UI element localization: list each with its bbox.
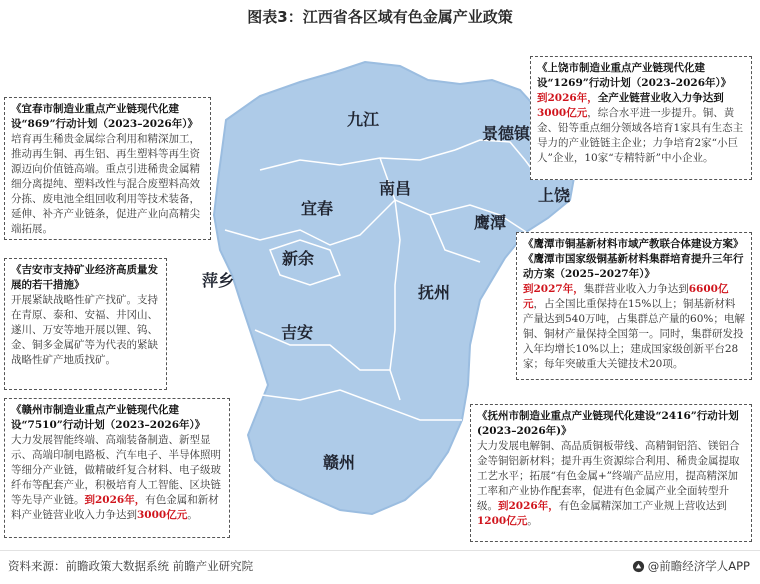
policy-highlight-yingtan-value: 6600亿元 [523, 283, 729, 310]
policy-text-shangrao-lead: 全产业链营业收入力争达到 [597, 92, 724, 104]
policy-text-ganzhou: 大力发展智能终端、高端装备制造、新型显示、高端印制电路板、汽车电子、半导体照明等细分产业链，做精破纤复合材料、电子级玻纤布等配套产业，积极培育人工智能、区块链等先导产业链。 [11, 434, 221, 506]
chart-title: 图表3：江西省各区域有色金属产业政策 [247, 8, 513, 26]
city-label-pingxiang: 萍乡 [202, 271, 235, 290]
policy-body-yichun: 培育再生稀贵金属综合利用和精深加工，推动再生铜、再生铝、再生塑料等再生资源迈向价值链高端。重点引进稀贵金属精细分离提纯、塑料改性与混合废塑料高效分拣、废电池全组回收利用等技术装备，延伸、补齐产业链条，促进产业向高精尖端拓展。 [11, 133, 200, 235]
policy-box-yingtan [516, 232, 752, 380]
policy-highlight-fuzhou-year: 到2026年， [498, 500, 559, 512]
policy-box-jian [4, 258, 167, 390]
city-label-jingdezhen: 景德镇 [482, 124, 531, 143]
policy-body-yingtan [523, 282, 745, 372]
policy-highlight-ganzhou-value: 3000亿元 [137, 509, 188, 521]
policy-box-ganzhou [4, 398, 230, 538]
policy-text-yingtan-lead: 集群营业收入力争达到 [583, 283, 689, 295]
policy-title-fuzhou: 《抚州市制造业重点产业链现代化建设“2416”行动计划(2023–2026年)》 [477, 410, 739, 437]
brand-credit [632, 558, 750, 574]
city-label-yingtan: 鹰潭 [474, 213, 507, 232]
policy-box-yichun [4, 97, 211, 240]
policy-text-yingtan: ，占全国比重保持在15%以上；铜基新材料产量达到540万吨，占集群总产量的60%；电解铜、铜材产量保持全国第一。同时，集群研发投入年均增长10%以上；建成国家级创新平台28家；每年突破重大关键技术20项。 [523, 298, 745, 370]
policy-box-fuzhou [470, 404, 752, 542]
policy-text-ganzhou-end: 。 [187, 509, 198, 521]
brand-logo-icon [632, 560, 645, 573]
policy-highlight-shangrao-value: 3000亿元 [537, 107, 588, 119]
policy-body-ganzhou [11, 433, 223, 523]
city-label-shangrao: 上饶 [538, 186, 571, 205]
policy-text-fuzhou: 大力发展电解铜、高品质铜板带线、高精铜铝箔、镁铝合金等铜铝新材料；提升再生资源综合利用、稀贵金属提取工艺水平；拓展“有色金属+”终端产品应用，提高精深加工率和产业协作配套率，促进有色金属产业全面转型升级。 [477, 440, 740, 512]
policy-box-shangrao [530, 56, 752, 180]
city-label-nanchang: 南昌 [379, 179, 412, 198]
city-label-ganzhou: 赣州 [323, 453, 356, 472]
policy-text-shangrao: ，综合水平进一步提升。铜、黄金、铅等重点细分领域各培育1家具有生态主导力的产业链链主企业；力争培育2家“小巨人”企业，10家“专精特新”中小企业。 [537, 107, 744, 164]
policy-text-fuzhou-end: 。 [527, 515, 538, 527]
city-label-fuzhou: 抚州 [418, 283, 451, 302]
footer-divider [0, 550, 760, 551]
city-label-yichun: 宜春 [301, 199, 334, 218]
policy-title-yichun: 《宜春市制造业重点产业链现代化建设“869”行动计划（2023–2026年）》 [11, 103, 198, 130]
policy-title-jian: 《吉安市支持矿业经济高质量发展的若干措施》 [11, 264, 158, 291]
city-label-jiujiang: 九江 [347, 110, 380, 129]
policy-title-ganzhou: 《赣州市制造业重点产业链现代化建设“7510”行动计划（2023–2026年）》 [11, 404, 206, 431]
city-label-jian: 吉安 [281, 323, 314, 342]
city-label-xinyu: 新余 [282, 249, 315, 268]
brand-credit-text: @前瞻经济学人APP [647, 559, 750, 573]
source-note: 资料来源：前瞻政策大数据系统 前瞻产业研究院 [8, 559, 254, 573]
policy-body-fuzhou [477, 439, 745, 529]
policy-highlight-ganzhou-year: 到2026年， [84, 494, 146, 506]
policy-highlight-shangrao-year: 到2026年， [537, 92, 598, 104]
policy-highlight-fuzhou-value: 1200亿元 [477, 515, 528, 527]
policy-text-ganzhou-tail: 有色金属和新材料产业链营业收入力争达到 [11, 494, 219, 521]
policy-text-fuzhou-tail: 有色金属精深加工产业规上营收达到 [558, 500, 727, 512]
policy-body-jian: 开展紧缺战略性矿产找矿。支持在青原、泰和、安福、井冈山、遂川、万安等地开展以锂、钨、金、铜多金属矿等为代表的紧缺战略性矿产地质找矿。 [11, 294, 158, 366]
policy-body-shangrao [537, 91, 745, 166]
policy-title-shangrao: 《上饶市制造业重点产业链现代化建设“1269”行动计划（2023–2026年）》 [537, 62, 732, 89]
policy-highlight-yingtan-year: 到2027年， [523, 283, 584, 295]
policy-title-yingtan: 《鹰潭市铜基新材料市域产教联合体建设方案》《鹰潭市国家级铜基新材料集群培育提升三年行动方案（2025–2027年）》 [523, 238, 744, 280]
